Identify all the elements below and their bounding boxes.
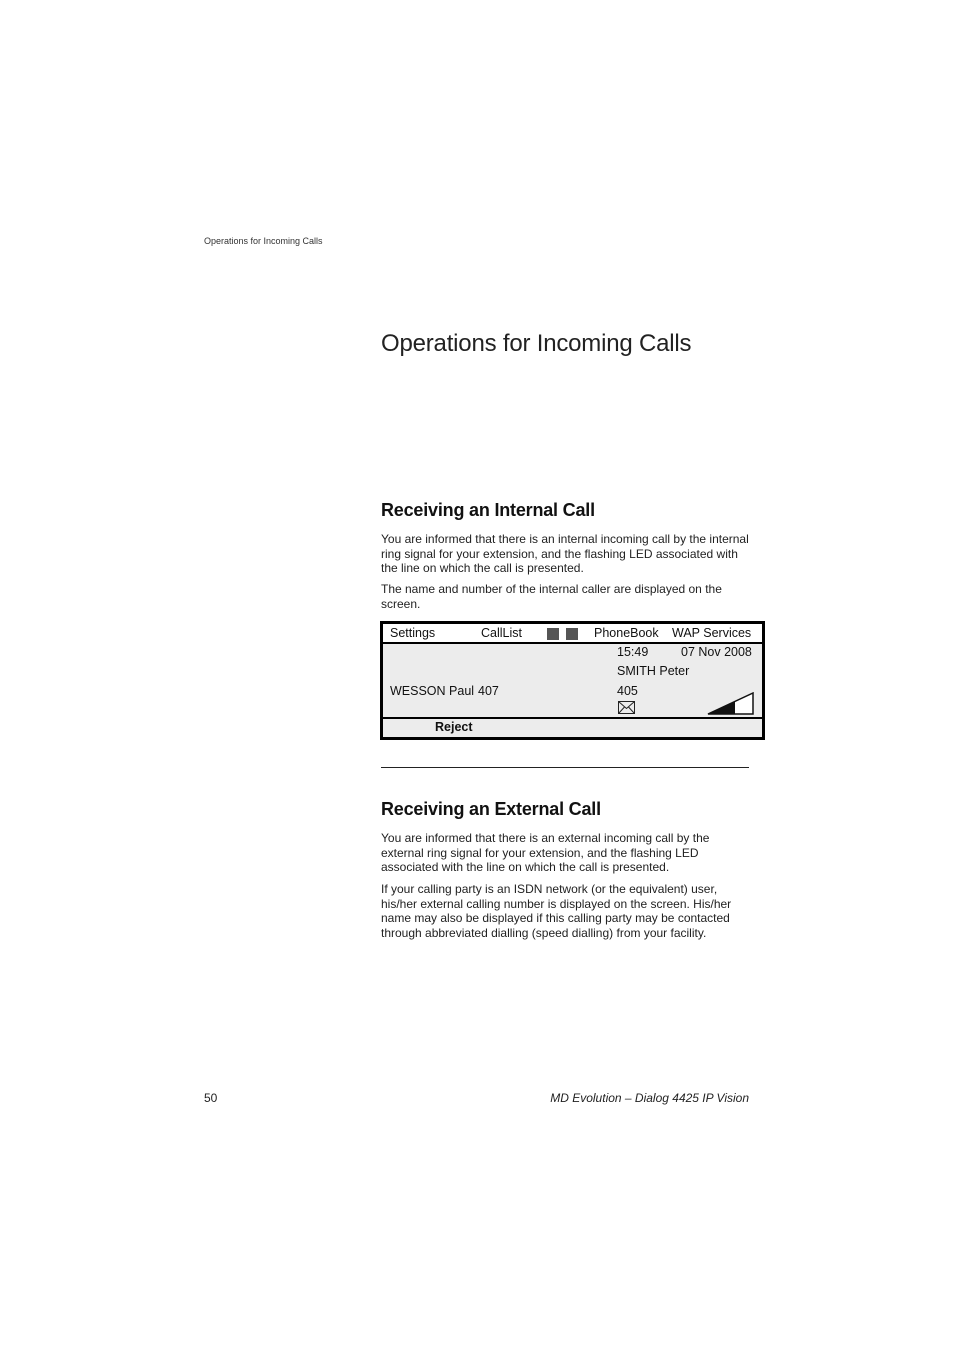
phone-display bbox=[380, 621, 765, 740]
phone-softkey-bar bbox=[383, 717, 762, 737]
phone-menu-bar bbox=[383, 624, 762, 644]
display-date: 07 Nov 2008 bbox=[681, 645, 752, 659]
page-number: 50 bbox=[204, 1091, 218, 1105]
caller-name: SMITH Peter bbox=[617, 664, 690, 678]
led-icon bbox=[547, 628, 559, 640]
menu-wap-services[interactable]: WAP Services bbox=[672, 626, 752, 640]
display-time: 15:49 bbox=[617, 645, 649, 659]
own-name: WESSON Paul bbox=[390, 684, 475, 698]
external-paragraph-2: If your calling party is an ISDN network (or the equivalent) user, his/her external calling number is displayed on the screen. His/her name may also be displayed if this calling party may be contacted through abbreviated dialling (speed dialling) from your facility. bbox=[381, 882, 732, 940]
chapter-title: Operations for Incoming Calls bbox=[381, 330, 692, 357]
menu-settings[interactable]: Settings bbox=[390, 626, 436, 640]
envelope-icon bbox=[618, 701, 635, 714]
reject-softkey[interactable]: Reject bbox=[435, 720, 473, 734]
own-number: 407 bbox=[478, 684, 499, 698]
external-call-heading: Receiving an External Call bbox=[381, 799, 601, 819]
section-divider bbox=[381, 767, 749, 768]
menu-calllist[interactable]: CallList bbox=[481, 626, 522, 640]
signal-strength-icon bbox=[707, 692, 754, 715]
led-icon bbox=[566, 628, 578, 640]
caller-number: 405 bbox=[617, 684, 638, 698]
internal-paragraph-1: You are informed that there is an internal incoming call by the internal ring signal for your extension, and the flashing LED associated with the line on which the call is presented. bbox=[381, 532, 749, 576]
internal-call-heading: Receiving an Internal Call bbox=[381, 500, 595, 520]
external-paragraph-1: You are informed that there is an external incoming call by the external ring signal for your extension, and the flashing LED associated with the line on which the call is presented. bbox=[381, 831, 710, 875]
menu-phonebook[interactable]: PhoneBook bbox=[594, 626, 659, 640]
running-head: Operations for Incoming Calls bbox=[204, 236, 323, 246]
internal-paragraph-2: The name and number of the internal caller are displayed on the screen. bbox=[381, 582, 722, 611]
footer-title: MD Evolution – Dialog 4425 IP Vision bbox=[550, 1091, 749, 1105]
